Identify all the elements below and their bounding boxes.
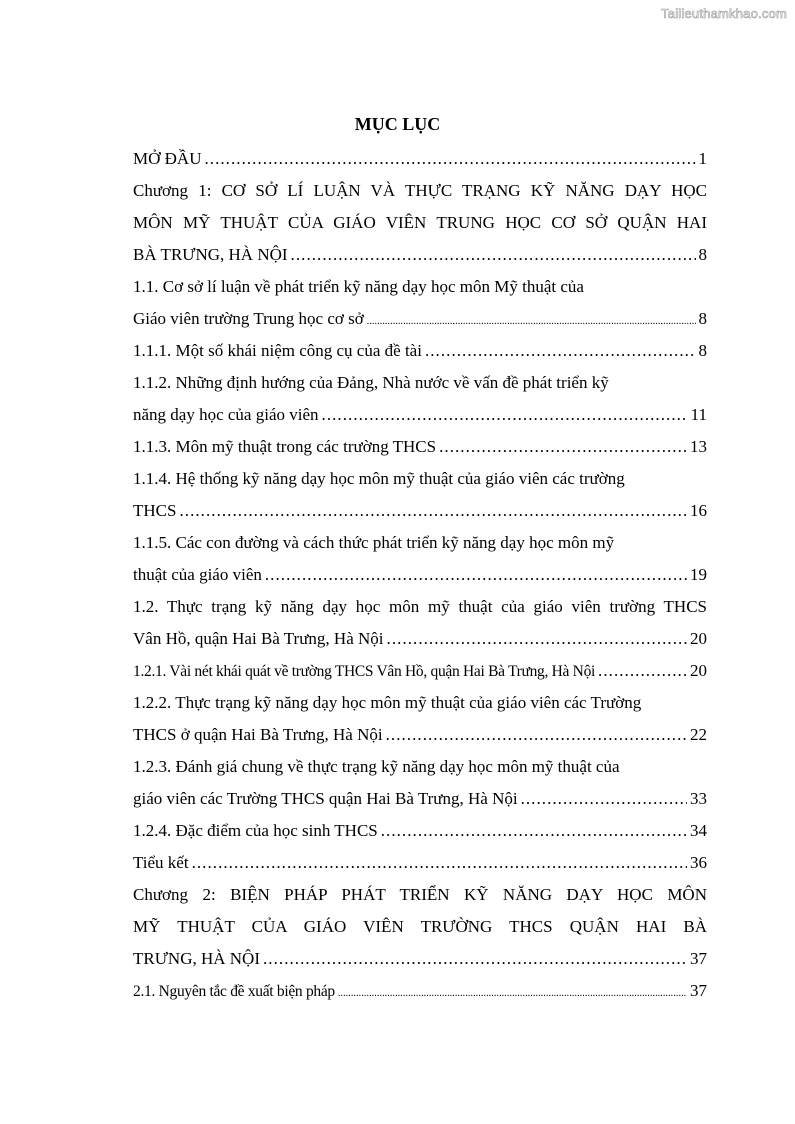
toc-entry-last-line (133, 303, 707, 335)
toc-entry-last-line (133, 239, 707, 271)
dot-leader (192, 847, 687, 879)
dot-leader (386, 719, 687, 751)
toc-entry[interactable] (133, 655, 707, 687)
toc-entry-text: 1.2.4. Đặc điểm của học sinh THCS (133, 821, 378, 840)
toc-page-number: 19 (690, 565, 707, 584)
toc-entry-last-line (133, 559, 707, 591)
dot-leader (179, 495, 687, 527)
toc-entry-line: 1.1. Cơ sở lí luận về phát triển kỹ năng dạy học môn Mỹ thuật của (133, 277, 584, 296)
toc-entry-text: MỞ ĐẦU (133, 149, 202, 168)
dot-leader (598, 655, 687, 687)
toc-page-number: 34 (690, 821, 707, 840)
dot-leader (322, 399, 688, 431)
toc-entry-last-line (133, 623, 707, 655)
toc-page-number: 1 (698, 149, 707, 168)
toc-entry-last-line (133, 975, 707, 1007)
dot-leader (263, 943, 687, 975)
watermark: Tailieuthamkhao.com (661, 6, 787, 21)
toc-entry-last-line (133, 783, 707, 815)
toc-page-number: 20 (690, 629, 707, 648)
toc-page-number: 20 (690, 661, 707, 680)
dot-leader (425, 335, 696, 367)
toc-entry-text: TRƯNG, HÀ NỘI (133, 949, 260, 968)
toc-entry[interactable] (133, 847, 707, 879)
toc-entry-text: 1.1.1. Một số khái niệm công cụ của đề tài (133, 341, 422, 360)
dot-leader (387, 623, 687, 655)
toc-page-number: 8 (698, 245, 707, 264)
toc-entry[interactable] (133, 751, 707, 815)
toc-entry-text: Tiểu kết (133, 853, 189, 872)
toc-entry-line: 1.1.4. Hệ thống kỹ năng dạy học môn mỹ thuật của giáo viên các trường (133, 469, 625, 488)
toc-page-number: 36 (690, 853, 707, 872)
toc-page-number: 22 (690, 725, 707, 744)
toc-entry-line: Chương 1: CƠ SỞ LÍ LUẬN VÀ THỰC TRẠNG KỸ NĂNG DẠY HỌC (133, 181, 707, 200)
toc-entry-last-line (133, 495, 707, 527)
toc-entry-last-line (133, 143, 707, 175)
toc-entry-line: 1.1.2. Những định hướng của Đảng, Nhà nước về vấn đề phát triển kỹ (133, 373, 609, 392)
toc-page-number: 33 (690, 789, 707, 808)
toc-entry[interactable] (133, 271, 707, 335)
toc-entry[interactable] (133, 687, 707, 751)
toc-entry-last-line (133, 431, 707, 463)
toc-entry-line: 1.2.2. Thực trạng kỹ năng dạy học môn mỹ thuật của giáo viên các Trường (133, 693, 642, 712)
toc-entry[interactable] (133, 527, 707, 591)
toc-page-number: 8 (698, 309, 707, 328)
page-title: MỤC LỤC (354, 114, 441, 134)
toc-page-number: 16 (690, 501, 707, 520)
toc-entry[interactable] (133, 367, 707, 431)
toc-entry-text: 2.1. Nguyên tắc đề xuất biện pháp (133, 983, 335, 1000)
toc-entry-line: MÔN MỸ THUẬT CỦA GIÁO VIÊN TRUNG HỌC CƠ SỞ QUẬN HAI (133, 213, 707, 232)
toc-page-number: 37 (690, 949, 707, 968)
dot-leader (291, 239, 696, 271)
toc-entry-last-line (133, 847, 707, 879)
toc-page-number: 37 (690, 981, 707, 1000)
toc-entry-last-line (133, 815, 707, 847)
toc-page-number: 13 (690, 437, 707, 456)
toc-entry[interactable] (133, 975, 707, 1007)
toc-entry-last-line (133, 335, 707, 367)
toc-entry-text: Giáo viên trường Trung học cơ sở (133, 309, 364, 328)
toc-entry[interactable] (133, 431, 707, 463)
toc-entry-text: THCS (133, 501, 177, 520)
toc-entry[interactable] (133, 591, 707, 655)
toc-entry-text: năng dạy học của giáo viên (133, 405, 319, 424)
toc-entry-last-line (133, 655, 707, 687)
toc-entry-last-line (133, 399, 707, 431)
dot-leader (521, 783, 687, 815)
toc-entry[interactable] (133, 143, 707, 175)
toc-entry-text: Vân Hồ, quận Hai Bà Trưng, Hà Nội (133, 629, 384, 648)
toc-entry[interactable] (133, 335, 707, 367)
table-of-contents (133, 143, 707, 1007)
toc-entry-text: 1.1.3. Môn mỹ thuật trong các trường THCS (133, 437, 437, 456)
dot-leader (439, 431, 687, 463)
toc-entry-line: Chương 2: BIỆN PHÁP PHÁT TRIỂN KỸ NĂNG DẠY HỌC MÔN (133, 885, 707, 904)
toc-entry-last-line (133, 943, 707, 975)
toc-entry-last-line (133, 719, 707, 751)
dot-leader (338, 975, 687, 1010)
dot-leader (265, 559, 687, 591)
toc-entry[interactable] (133, 815, 707, 847)
dot-leader (367, 303, 696, 338)
toc-page-number: 8 (698, 341, 707, 360)
dot-leader (204, 143, 695, 175)
toc-page-number: 11 (690, 405, 707, 424)
toc-entry-text: 1.2.1. Vài nét khái quát về trường THCS Vân Hồ, quận Hai Bà Trưng, Hà Nội (133, 663, 596, 680)
toc-entry-line: 1.2. Thực trạng kỹ năng dạy học môn mỹ thuật của giáo viên trường THCS (133, 597, 707, 616)
toc-entry[interactable] (133, 463, 707, 527)
toc-entry-line: 1.2.3. Đánh giá chung về thực trạng kỹ năng dạy học môn mỹ thuật của (133, 757, 620, 776)
toc-entry[interactable] (133, 879, 707, 975)
toc-entry-text: BÀ TRƯNG, HÀ NỘI (133, 245, 288, 264)
toc-entry[interactable] (133, 175, 707, 271)
toc-entry-text: giáo viên các Trường THCS quận Hai Bà Trưng, Hà Nội (133, 789, 518, 808)
toc-entry-line: 1.1.5. Các con đường và cách thức phát triển kỹ năng dạy học môn mỹ (133, 533, 615, 552)
toc-entry-line: MỸ THUẬT CỦA GIÁO VIÊN TRƯỜNG THCS QUẬN HAI BÀ (133, 917, 707, 936)
toc-entry-text: THCS ở quận Hai Bà Trưng, Hà Nội (133, 725, 383, 744)
toc-entry-text: thuật của giáo viên (133, 565, 262, 584)
dot-leader (381, 815, 687, 847)
